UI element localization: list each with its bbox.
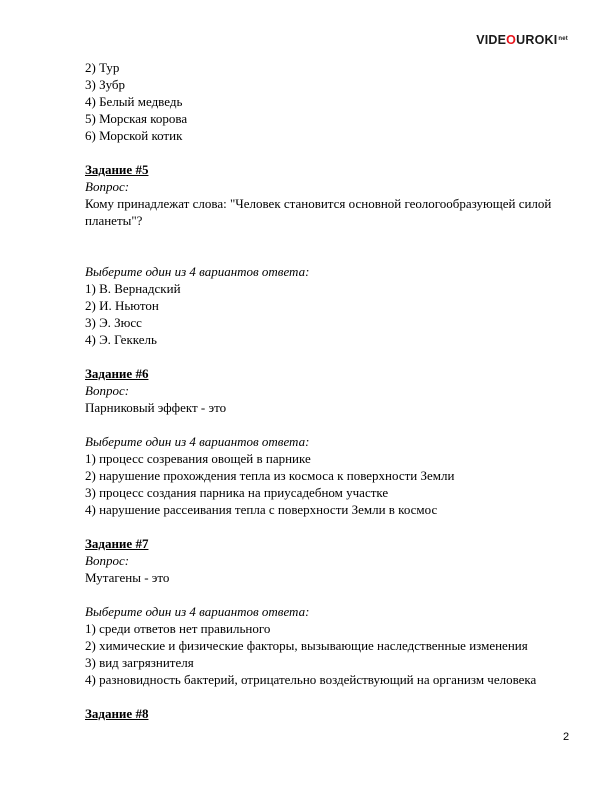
page-number: 2 <box>563 731 570 743</box>
list-item: 6) Морской котик <box>85 128 183 143</box>
logo-text-part3: UROKI <box>516 33 558 47</box>
logo-text-part1: VIDE <box>476 33 507 47</box>
answer-option: 2) химические и физические факторы, вызывающие наследственные изменения <box>85 638 528 653</box>
logo-text-o: O <box>506 33 517 47</box>
choose-label: Выберите один из 4 вариантов ответа: <box>85 434 310 449</box>
answer-option: 2) И. Ньютон <box>85 298 159 313</box>
videouroki-logo <box>476 33 568 47</box>
answer-option: 3) вид загрязнителя <box>85 655 194 670</box>
task-6 <box>85 365 575 518</box>
task-7 <box>85 535 575 688</box>
logo-suffix: net <box>558 36 568 42</box>
answer-option: 2) нарушение прохождения тепла из космоса к поверхности Земли <box>85 468 455 483</box>
list-item: 3) Зубр <box>85 77 126 92</box>
list-item: 5) Морская корова <box>85 111 188 126</box>
answer-option: 4) нарушение рассеивания тепла с поверхности Земли в космос <box>85 502 438 517</box>
task-8 <box>85 705 575 722</box>
question-label: Вопрос: <box>85 553 130 568</box>
task-5 <box>85 161 575 348</box>
task-heading: Задание #7 <box>85 536 149 551</box>
question-label: Вопрос: <box>85 383 130 398</box>
question-text: Кому принадлежат слова: "Человек становится основной геологообразующей силой планеты"? <box>85 196 552 228</box>
question-text: Мутагены - это <box>85 570 170 585</box>
task-heading: Задание #5 <box>85 162 149 177</box>
answer-option: 4) разновидность бактерий, отрицательно воздействующий на организм человека <box>85 672 537 687</box>
answer-option: 3) процесс создания парника на приусадебном участке <box>85 485 389 500</box>
previous-options-list <box>85 59 575 144</box>
question-label: Вопрос: <box>85 179 130 194</box>
choose-label: Выберите один из 4 вариантов ответа: <box>85 604 310 619</box>
answer-option: 1) В. Вернадский <box>85 281 181 296</box>
question-text: Парниковый эффект - это <box>85 400 227 415</box>
task-heading: Задание #8 <box>85 706 149 721</box>
answer-option: 4) Э. Геккель <box>85 332 157 347</box>
list-item: 2) Тур <box>85 60 120 75</box>
choose-label: Выберите один из 4 вариантов ответа: <box>85 264 310 279</box>
answer-option: 1) процесс созревания овощей в парнике <box>85 451 311 466</box>
answer-option: 3) Э. Зюсс <box>85 315 142 330</box>
list-item: 4) Белый медведь <box>85 94 183 109</box>
answer-option: 1) среди ответов нет правильного <box>85 621 271 636</box>
task-heading: Задание #6 <box>85 366 149 381</box>
document-body <box>85 59 575 722</box>
